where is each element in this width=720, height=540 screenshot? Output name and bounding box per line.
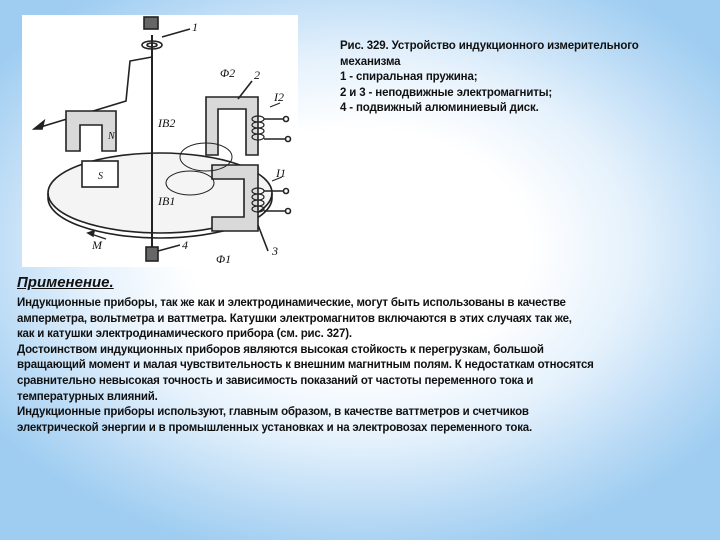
electromagnet-2 — [206, 97, 258, 155]
body-line: температурных влияний. — [17, 390, 158, 403]
body-text — [17, 296, 707, 436]
label-2: 2 — [254, 68, 260, 82]
bottom-bearing — [146, 247, 158, 261]
label-4: 4 — [182, 238, 188, 252]
figure-caption — [340, 39, 700, 117]
label-i2: I2 — [274, 90, 284, 104]
section-title: Применение. — [17, 274, 114, 291]
caption-line: механизма — [340, 55, 401, 68]
label-ib2: IB2 — [158, 116, 176, 130]
label-m: M — [92, 238, 102, 252]
body-line: вращающий момент и малая чувствительность к внешним магнитным полям. К недостаткам относятся — [17, 359, 594, 372]
body-line: Индукционные приборы используют, главным образом, в качестве ваттметров и счетчиков — [17, 406, 529, 419]
caption-line: 4 - подвижный алюминиевый диск. — [340, 102, 539, 115]
label-phi1: Φ1 — [216, 252, 232, 266]
label-ib1: IB1 — [158, 194, 176, 208]
body-line: как и катушки электродинамического прибора (см. рис. 327). — [17, 328, 352, 341]
label-s: S — [98, 171, 103, 182]
label-1: 1 — [192, 20, 198, 34]
label-n: N — [108, 131, 115, 142]
caption-line: 1 - спиральная пружина; — [340, 71, 478, 84]
body-line: электрической энергии и в промышленных установках и на электровозах переменного тока. — [17, 421, 532, 434]
caption-line: Рис. 329. Устройство индукционного измерительного — [340, 40, 639, 52]
body-line: Индукционные приборы, так же как и электродинамические, могут быть использованы в качестве — [17, 297, 566, 309]
body-line: амперметра, вольтметра и ваттметра. Катушки электромагнитов включаются в этих случаях так же, — [17, 312, 572, 325]
device-diagram — [22, 15, 298, 267]
label-3: 3 — [272, 244, 278, 258]
body-line: сравнительно невысокая точность и зависимость показаний от частоты переменного тока и — [17, 374, 534, 387]
top-bearing — [144, 17, 158, 29]
label-phi2: Φ2 — [220, 66, 236, 80]
body-line: Достоинством индукционных приборов являются высокая стойкость к перегрузкам, большой — [17, 343, 544, 356]
caption-line: 2 и 3 - неподвижные электромагниты; — [340, 86, 553, 99]
induction-mechanism-drawing — [22, 15, 298, 267]
label-i1: I1 — [276, 166, 286, 180]
